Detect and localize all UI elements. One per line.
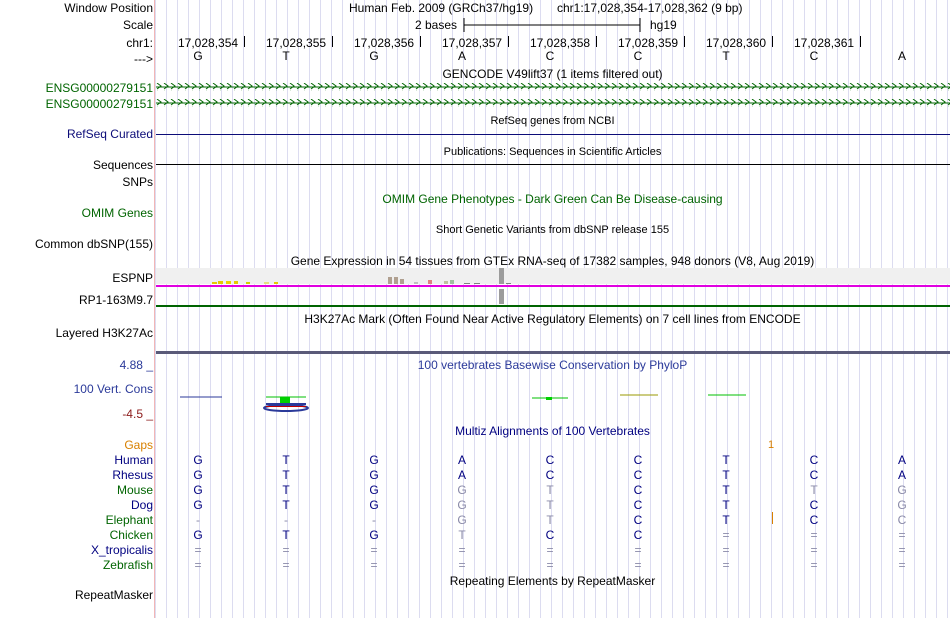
gaps-count: 1 <box>768 439 775 451</box>
alignment-base: = <box>810 528 818 542</box>
pubs-track-label[interactable]: Sequences <box>92 158 153 172</box>
reference-base: T <box>722 49 730 63</box>
reference-base: A <box>457 49 466 63</box>
h3k27ac-track-label[interactable]: Layered H3K27Ac <box>55 326 153 340</box>
alignment-base: C <box>633 468 643 482</box>
gencode-item-label-2[interactable]: ENSG00000279151 <box>45 97 153 111</box>
reference-base: C <box>809 49 819 63</box>
alignment-base: A <box>897 453 906 467</box>
alignment-base: G <box>457 513 467 527</box>
repeatmasker-track-title[interactable]: Repeating Elements by RepeatMasker <box>449 574 656 588</box>
alignment-base: A <box>457 468 466 482</box>
cons-max-value: 4.88 _ <box>119 358 153 372</box>
snps-track-label[interactable]: SNPs <box>122 175 153 189</box>
alignment-base: T <box>722 453 730 467</box>
alignment-base: C <box>897 513 907 527</box>
alignment-base: G <box>897 483 907 497</box>
ruler-tick-mark <box>420 36 421 47</box>
assembly-title: Human Feb. 2009 (GRCh37/hg19) <box>349 1 534 15</box>
alignment-base: T <box>282 453 290 467</box>
alignment-base: G <box>193 498 203 512</box>
alignment-base: = <box>722 543 730 557</box>
alignment-base: T <box>722 468 730 482</box>
alignment-base: G <box>369 528 379 542</box>
alignment-base: G <box>193 468 203 482</box>
species-label-dog[interactable]: Dog <box>130 498 153 512</box>
alignment-base: C <box>545 468 555 482</box>
alignment-base: = <box>458 543 466 557</box>
cons-track-title[interactable]: 100 vertebrates Basewise Conservation by PhyloP <box>417 358 688 372</box>
scale-bar <box>462 17 642 33</box>
scale-label: Scale <box>122 18 153 32</box>
alignment-base: G <box>369 483 379 497</box>
alignment-base: = <box>898 558 906 572</box>
alignment-base: A <box>897 468 906 482</box>
species-label-rhesus[interactable]: Rhesus <box>112 468 153 482</box>
ruler-tick-label: 17,028,354 <box>178 36 239 50</box>
alignment-base: = <box>898 528 906 542</box>
ruler-tick-label: 17,028,360 <box>706 36 767 50</box>
alignment-base: = <box>898 543 906 557</box>
alignment-base: T <box>546 513 554 527</box>
ruler-tick-label: 17,028,356 <box>354 36 415 50</box>
ruler-tick-mark <box>244 36 245 47</box>
alignment-base: T <box>282 468 290 482</box>
omim-track-title[interactable]: OMIM Gene Phenotypes - Dark Green Can Be Disease-causing <box>382 192 723 206</box>
alignment-base: = <box>546 558 554 572</box>
alignment-base: T <box>546 498 554 512</box>
gencode-track-title[interactable]: GENCODE V49lift37 (1 items filtered out) <box>442 67 663 81</box>
alignment-base: T <box>458 528 466 542</box>
ruler-tick-mark <box>596 36 597 47</box>
cons-track-label[interactable]: 100 Vert. Cons <box>73 382 153 396</box>
pubs-sequence-line[interactable] <box>156 164 950 165</box>
alignment-base: C <box>633 498 643 512</box>
strand-label: ---> <box>134 52 153 66</box>
h3k27ac-signal-band[interactable] <box>156 351 950 354</box>
alignment-base: G <box>457 483 467 497</box>
gaps-label[interactable]: Gaps <box>124 438 153 452</box>
ruler-tick-label: 17,028,358 <box>530 36 591 50</box>
alignment-base: G <box>369 453 379 467</box>
scale-text: 2 bases <box>415 18 458 32</box>
alignment-base: C <box>809 513 819 527</box>
repeatmasker-track-label[interactable]: RepeatMasker <box>74 588 153 602</box>
alignment-base: - <box>196 513 200 527</box>
ruler-tick-mark <box>772 36 773 47</box>
alignment-base: = <box>458 558 466 572</box>
alignment-base: - <box>284 513 288 527</box>
alignment-base: G <box>193 528 203 542</box>
alignment-base: C <box>545 528 555 542</box>
alignment-base: G <box>193 483 203 497</box>
species-label-x_tropicalis[interactable]: X_tropicalis <box>90 543 153 557</box>
gtex-expression-bars[interactable] <box>156 268 950 308</box>
h3k27ac-track-title[interactable]: H3K27Ac Mark (Often Found Near Active Regulatory Elements) on 7 cell lines from ENCODE <box>304 312 801 326</box>
refseq-track-label[interactable]: RefSeq Curated <box>66 127 153 141</box>
alignment-base: = <box>810 543 818 557</box>
reference-base: C <box>545 49 555 63</box>
cons-phylop-signal[interactable] <box>156 388 950 418</box>
alignment-base: A <box>457 453 466 467</box>
gencode-item-label-1[interactable]: ENSG00000279151 <box>45 81 153 95</box>
alignment-base: = <box>546 543 554 557</box>
alignment-base: C <box>633 453 643 467</box>
alignment-base: = <box>282 558 290 572</box>
ruler-tick-label: 17,028,355 <box>266 36 327 50</box>
alignment-base: = <box>194 558 202 572</box>
alignment-base: G <box>369 468 379 482</box>
alignment-base: = <box>194 543 202 557</box>
db-name: hg19 <box>650 18 677 32</box>
species-label-human[interactable]: Human <box>114 453 153 467</box>
reference-base: G <box>369 49 379 63</box>
alignment-base: T <box>282 483 290 497</box>
reference-base: C <box>633 49 643 63</box>
elephant-gap-marker <box>772 512 773 524</box>
alignment-base: = <box>634 558 642 572</box>
alignment-base: C <box>809 498 819 512</box>
alignment-base: T <box>722 498 730 512</box>
alignment-base: C <box>633 483 643 497</box>
refseq-track-title[interactable]: RefSeq genes from NCBI <box>490 115 615 127</box>
alignment-base: C <box>633 528 643 542</box>
alignment-base: C <box>545 453 555 467</box>
pubs-track-title[interactable]: Publications: Sequences in Scientific Articles <box>443 146 662 158</box>
species-label-zebrafish[interactable]: Zebrafish <box>102 558 153 572</box>
alignment-base: = <box>722 528 730 542</box>
ruler-tick-mark <box>684 36 685 47</box>
position-text[interactable]: chr1:17,028,354-17,028,362 (9 bp) <box>557 1 743 15</box>
dbsnp-track-label[interactable]: Common dbSNP(155) <box>34 237 153 251</box>
chromosome-label: chr1: <box>126 36 153 50</box>
ruler-tick-label: 17,028,357 <box>442 36 503 50</box>
alignment-base: T <box>810 483 818 497</box>
species-label-mouse[interactable]: Mouse <box>116 483 153 497</box>
alignment-base: C <box>809 453 819 467</box>
ruler-tick-label: 17,028,361 <box>794 36 855 50</box>
alignment-base: = <box>634 543 642 557</box>
omim-track-label[interactable]: OMIM Genes <box>81 206 153 220</box>
species-label-chicken[interactable]: Chicken <box>109 528 153 542</box>
gtex-item-label-1[interactable]: ESPNP <box>112 271 153 285</box>
alignment-base: = <box>810 558 818 572</box>
alignment-base: T <box>546 483 554 497</box>
alignment-base: = <box>722 558 730 572</box>
reference-base: A <box>897 49 906 63</box>
alignment-base: T <box>722 483 730 497</box>
alignment-base: = <box>282 543 290 557</box>
alignment-base: G <box>193 453 203 467</box>
species-label-elephant[interactable]: Elephant <box>105 513 153 527</box>
reference-base: G <box>193 49 203 63</box>
ruler-tick-mark <box>860 36 861 47</box>
alignment-base: T <box>282 528 290 542</box>
dbsnp-track-title[interactable]: Short Genetic Variants from dbSNP release 155 <box>435 224 670 236</box>
gtex-item-label-2[interactable]: RP1-163M9.7 <box>78 293 153 307</box>
cons-min-value: -4.5 _ <box>122 407 153 421</box>
refseq-gene-line[interactable] <box>156 134 950 135</box>
alignment-base: T <box>282 498 290 512</box>
alignment-base: C <box>809 468 819 482</box>
alignment-base: G <box>897 498 907 512</box>
ruler-tick-mark <box>508 36 509 47</box>
alignment-base: C <box>633 513 643 527</box>
alignment-base: T <box>722 513 730 527</box>
window-position-label: Window Position <box>64 1 153 15</box>
alignment-base: - <box>372 513 376 527</box>
alignment-base: = <box>370 543 378 557</box>
ruler-tick-mark <box>332 36 333 47</box>
alignment-base: = <box>370 558 378 572</box>
alignment-base: G <box>457 498 467 512</box>
alignment-base: G <box>369 498 379 512</box>
reference-base: T <box>282 49 290 63</box>
gencode-transcripts[interactable] <box>156 82 950 110</box>
gtex-track-title[interactable]: Gene Expression in 54 tissues from GTEx RNA-seq of 17382 samples, 948 donors (V8, Aug 2019) <box>290 254 815 268</box>
multiz-track-title[interactable]: Multiz Alignments of 100 Vertebrates <box>455 424 650 438</box>
ruler-tick-label: 17,028,359 <box>618 36 679 50</box>
